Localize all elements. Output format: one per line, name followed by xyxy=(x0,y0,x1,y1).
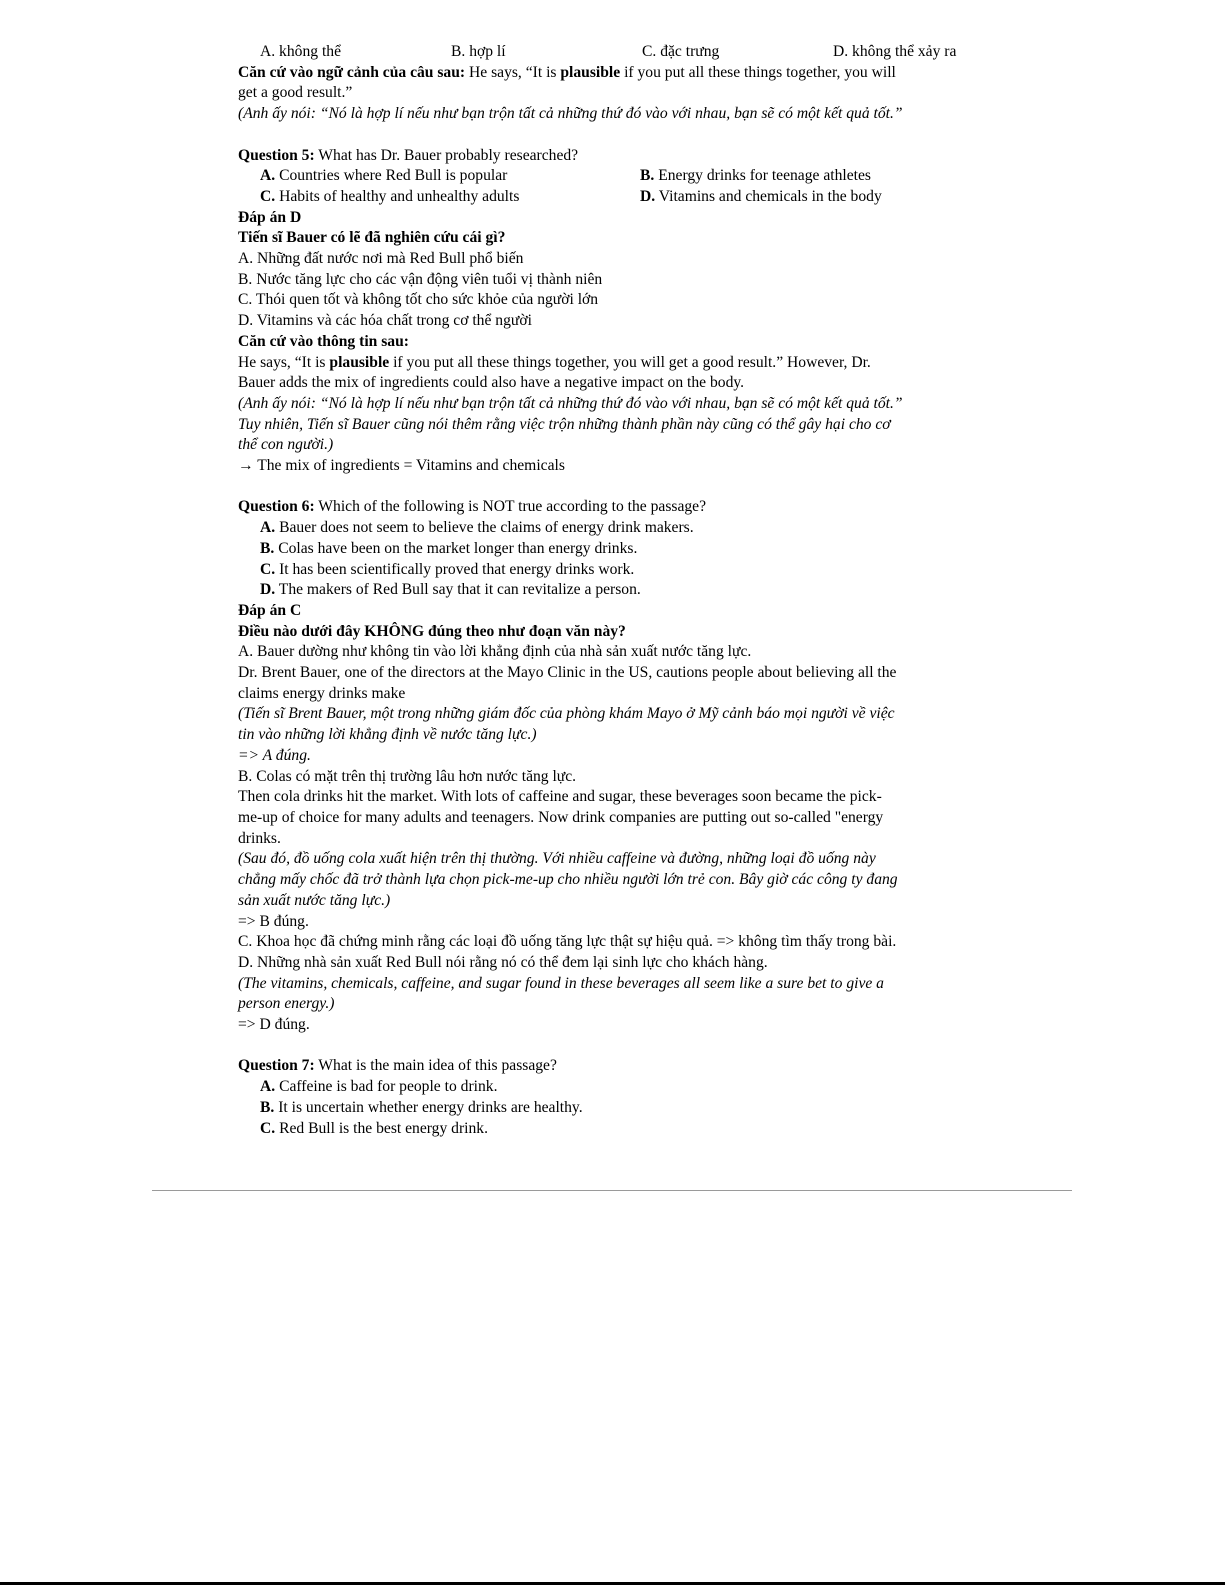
q4-options xyxy=(238,42,1008,63)
q5-option-c: C. Habits of healthy and unhealthy adults xyxy=(260,187,520,205)
q6-b-en: Then cola drinks hit the market. With lots of caffeine and sugar, these beverages soon became the pick- xyxy=(238,788,882,806)
q6-vn-question: Điều nào dưới đây KHÔNG đúng theo như đoạn văn này? xyxy=(238,622,626,640)
q6-a-translation: (Tiến sĩ Brent Bauer, một trong những giám đốc của phòng khám Mayo ở Mỹ cảnh báo mọi người về việc xyxy=(238,705,895,723)
q6-b-vn: B. Colas có mặt trên thị trường lâu hơn nước tăng lực. xyxy=(238,767,577,785)
q6-a-en: Dr. Brent Bauer, one of the directors at the Mayo Clinic in the US, cautions people about believing all the xyxy=(238,664,897,682)
q4-context-cont: get a good result.” xyxy=(238,84,353,102)
q6-b-en: me-up of choice for many adults and teenagers. Now drink companies are putting out so-called "energy xyxy=(238,808,884,826)
q6-option-d: D. The makers of Red Bull say that it can revitalize a person. xyxy=(260,581,641,599)
q5-basis-label: Căn cứ vào thông tin sau: xyxy=(238,332,409,350)
q5-option-b: B. Energy drinks for teenage athletes xyxy=(640,167,871,185)
q5-options-row1 xyxy=(238,166,1008,187)
q6-d-vn: D. Những nhà sản xuất Red Bull nói rằng nó có thể đem lại sinh lực cho khách hàng. xyxy=(238,953,768,971)
document-page xyxy=(238,42,1008,1139)
q5-translation: thể con người.) xyxy=(238,436,334,454)
q6-b-translation: chẳng mấy chốc đã trở thành lựa chọn pick-me-up cho nhiều người lớn trẻ con. Bây giờ các công ty đang xyxy=(238,871,898,889)
q5-basis-cont: Bauer adds the mix of ingredients could also have a negative impact on the body. xyxy=(238,374,745,392)
q6-option-c: C. It has been scientifically proved that energy drinks work. xyxy=(260,560,635,578)
q5-translation: (Anh ấy nói: “Nó là hợp lí nếu như bạn trộn tất cả những thứ đó vào với nhau, bạn sẽ có một kết quả tốt.” xyxy=(238,394,903,412)
q6-a-en: claims energy drinks make xyxy=(238,684,406,702)
q6-d-result: => D đúng. xyxy=(238,1016,310,1034)
q5-option-d: D. Vitamins and chemicals in the body xyxy=(640,187,882,205)
q6-a-result: => A đúng. xyxy=(238,746,311,764)
q5-question: Question 5: What has Dr. Bauer probably researched? xyxy=(238,146,579,164)
q6-d-translation: (The vitamins, chemicals, caffeine, and sugar found in these beverages all seem like a sure bet to give a xyxy=(238,974,884,992)
q6-answer: Đáp án C xyxy=(238,601,302,619)
footer-divider xyxy=(152,1190,1072,1191)
q4-option-b: B. hợp lí xyxy=(451,43,506,60)
q5-vn-option: A. Những đất nước nơi mà Red Bull phổ biến xyxy=(238,250,524,268)
q5-vn-option: C. Thói quen tốt và không tốt cho sức khỏe của người lớn xyxy=(238,291,599,309)
q7-option-c: C. Red Bull is the best energy drink. xyxy=(260,1119,488,1137)
q6-a-vn: A. Bauer dường như không tin vào lời khẳng định của nhà sản xuất nước tăng lực. xyxy=(238,643,752,661)
q5-vn-question: Tiến sĩ Bauer có lẽ đã nghiên cứu cái gì? xyxy=(238,229,506,247)
q5-conclusion: → The mix of ingredients = Vitamins and chemicals xyxy=(238,457,565,475)
q4-option-c: C. đặc trưng xyxy=(642,43,720,60)
q4-option-a: A. không thể xyxy=(260,43,341,60)
q7-option-a: A. Caffeine is bad for people to drink. xyxy=(260,1078,498,1096)
q6-b-en: drinks. xyxy=(238,829,281,847)
q4-context: Căn cứ vào ngữ cảnh của câu sau: He says, “It is plausible if you put all these things together, you will xyxy=(238,63,896,81)
q5-option-a: A. Countries where Red Bull is popular xyxy=(260,167,508,185)
q5-translation: Tuy nhiên, Tiến sĩ Bauer cũng nói thêm rằng việc trộn những thành phần này cũng có thể gây hại cho cơ xyxy=(238,415,891,433)
q7-question: Question 7: What is the main idea of this passage? xyxy=(238,1057,557,1075)
q6-option-a: A. Bauer does not seem to believe the claims of energy drink makers. xyxy=(260,519,694,537)
q5-answer: Đáp án D xyxy=(238,208,302,226)
q5-vn-option: D. Vitamins và các hóa chất trong cơ thể người xyxy=(238,312,532,330)
q4-option-d: D. không thể xảy ra xyxy=(833,43,957,60)
q5-vn-option: B. Nước tăng lực cho các vận động viên tuổi vị thành niên xyxy=(238,270,603,288)
q6-question: Question 6: Which of the following is NOT true according to the passage? xyxy=(238,498,707,516)
q7-option-b: B. It is uncertain whether energy drinks are healthy. xyxy=(260,1098,583,1116)
q5-basis: He says, “It is plausible if you put all these things together, you will get a good result.” However, Dr. xyxy=(238,353,871,371)
q6-b-result: => B đúng. xyxy=(238,912,309,930)
q4-translation: (Anh ấy nói: “Nó là hợp lí nếu như bạn trộn tất cả những thứ đó vào với nhau, bạn sẽ có một kết quả tốt.” xyxy=(238,105,903,123)
q6-c-vn: C. Khoa học đã chứng minh rằng các loại đồ uống tăng lực thật sự hiệu quả. => không tìm thấy trong bài. xyxy=(238,933,897,951)
q6-b-translation: (Sau đó, đồ uống cola xuất hiện trên thị thường. Với nhiều caffeine và đường, những loại đồ uống này xyxy=(238,850,876,868)
q6-d-translation: person energy.) xyxy=(238,995,335,1013)
q6-option-b: B. Colas have been on the market longer than energy drinks. xyxy=(260,539,638,557)
q6-a-translation: tin vào những lời khẳng định về nước tăng lực.) xyxy=(238,726,537,744)
q6-b-translation: sản xuất nước tăng lực.) xyxy=(238,891,391,909)
q5-options-row2 xyxy=(238,187,1008,208)
